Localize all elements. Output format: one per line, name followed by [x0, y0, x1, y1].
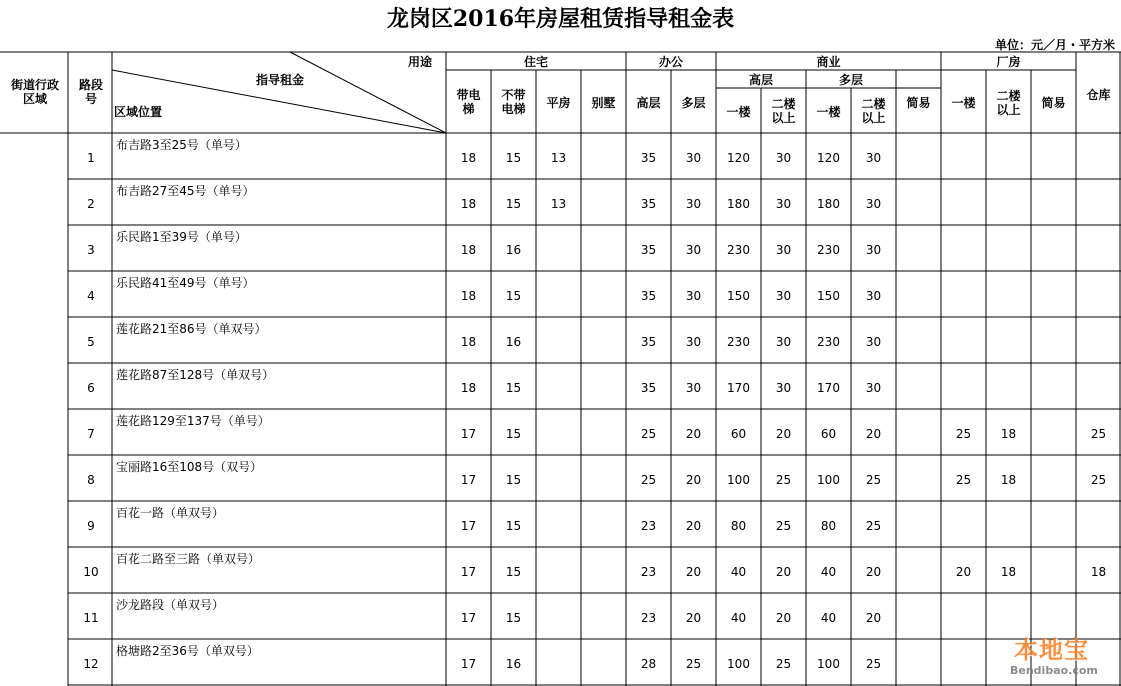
row-value: 30: [685, 381, 702, 395]
row-value: 30: [865, 197, 882, 211]
row-value: 230: [817, 243, 840, 257]
row-value: 16: [505, 243, 522, 257]
row-value: 25: [865, 473, 882, 487]
header-villa: 别墅: [591, 96, 616, 110]
row-number: 4: [87, 289, 95, 303]
header-residential: 住宅: [523, 55, 548, 69]
row-number: 12: [83, 657, 99, 671]
row-value: 15: [505, 427, 522, 441]
unit-label: 单位：元／月・平方米: [994, 38, 1115, 52]
row-number: 6: [87, 381, 95, 395]
row-value: 25: [865, 519, 882, 533]
row-value: 20: [685, 611, 702, 625]
row-value: 23: [640, 611, 657, 625]
header-with-elevator: 带电梯: [456, 88, 481, 116]
row-value: 30: [685, 197, 702, 211]
row-value: 17: [460, 657, 477, 671]
header-comm-multi-first: 一楼: [816, 105, 841, 119]
row-value: 25: [640, 427, 657, 441]
header-factory-simple: 简易: [1041, 96, 1066, 110]
row-location: 莲花路129至137号（单号）: [116, 414, 270, 428]
row-value: 15: [505, 381, 522, 395]
row-value: 40: [820, 565, 837, 579]
row-number: 3: [87, 243, 95, 257]
row-value: 15: [505, 611, 522, 625]
row-value: 120: [727, 151, 750, 165]
watermark-logo: 本地宝: [1014, 636, 1089, 664]
row-value: 170: [727, 381, 750, 395]
header-guide-rent: 指导租金: [255, 73, 304, 87]
row-number: 5: [87, 335, 95, 349]
header-office-high: 高层: [636, 96, 661, 110]
row-number: 8: [87, 473, 95, 487]
row-value: 25: [955, 427, 972, 441]
row-value: 25: [775, 519, 792, 533]
row-value: 30: [775, 335, 792, 349]
watermark: [1004, 628, 1118, 684]
row-value: 15: [505, 473, 522, 487]
row-value: 13: [550, 197, 567, 211]
row-value: 20: [865, 611, 882, 625]
row-value: 25: [1090, 427, 1107, 441]
row-value: 18: [460, 151, 477, 165]
header-location: 区域位置: [114, 105, 163, 119]
row-value: 150: [727, 289, 750, 303]
header-office: 办公: [658, 55, 683, 69]
row-value: 17: [460, 565, 477, 579]
page-title: 龙岗区2016年房屋租赁指导租金表: [386, 6, 735, 32]
row-value: 100: [727, 657, 750, 671]
header-comm-multi: 多层: [838, 73, 863, 87]
row-value: 20: [865, 565, 882, 579]
row-value: 25: [865, 657, 882, 671]
row-value: 18: [1000, 427, 1017, 441]
row-value: 35: [640, 151, 657, 165]
row-location: 莲花路21至86号（单双号）: [116, 322, 267, 336]
row-value: 30: [865, 335, 882, 349]
row-value: 100: [817, 657, 840, 671]
row-location: 沙龙路段（单双号）: [116, 598, 225, 612]
header-comm-high-second: 二楼以上: [771, 97, 796, 125]
row-value: 40: [820, 611, 837, 625]
row-value: 100: [727, 473, 750, 487]
row-location: 百花二路至三路（单双号）: [116, 552, 261, 566]
row-value: 20: [775, 427, 792, 441]
row-value: 30: [865, 243, 882, 257]
row-value: 18: [1000, 565, 1017, 579]
row-value: 30: [685, 289, 702, 303]
row-value: 18: [460, 289, 477, 303]
row-value: 28: [640, 657, 657, 671]
row-location: 布吉路3至25号（单号）: [116, 138, 247, 152]
row-value: 20: [685, 473, 702, 487]
row-value: 30: [775, 381, 792, 395]
row-number: 1: [87, 151, 95, 165]
row-value: 180: [727, 197, 750, 211]
header-without-elevator: 不带电梯: [501, 88, 526, 116]
row-value: 20: [775, 565, 792, 579]
header-district: 街道行政区域: [10, 78, 59, 106]
row-value: 30: [685, 243, 702, 257]
row-value: 15: [505, 289, 522, 303]
row-value: 25: [1090, 473, 1107, 487]
row-location: 莲花路87至128号（单双号）: [116, 368, 275, 382]
header-comm-multi-second: 二楼以上: [861, 97, 886, 125]
row-value: 18: [1000, 473, 1017, 487]
row-value: 17: [460, 611, 477, 625]
row-value: 35: [640, 197, 657, 211]
header-factory-second: 二楼以上: [996, 89, 1021, 117]
header-comm-simple: 简易: [906, 96, 931, 110]
header-factory: 厂房: [996, 55, 1021, 69]
header-comm-high: 高层: [748, 73, 773, 87]
row-location: 宝丽路16至108号（双号）: [116, 460, 263, 474]
row-value: 35: [640, 381, 657, 395]
row-value: 25: [685, 657, 702, 671]
row-value: 20: [955, 565, 972, 579]
row-value: 25: [955, 473, 972, 487]
row-value: 35: [640, 289, 657, 303]
header-comm-high-first: 一楼: [726, 105, 751, 119]
row-value: 20: [685, 519, 702, 533]
row-number: 2: [87, 197, 95, 211]
row-value: 18: [460, 381, 477, 395]
row-value: 80: [730, 519, 747, 533]
row-value: 20: [685, 427, 702, 441]
row-value: 170: [817, 381, 840, 395]
row-value: 35: [640, 243, 657, 257]
row-value: 60: [820, 427, 837, 441]
row-value: 120: [817, 151, 840, 165]
row-value: 40: [730, 611, 747, 625]
row-value: 150: [817, 289, 840, 303]
row-value: 30: [865, 151, 882, 165]
watermark-url: Bendibao.com: [1010, 664, 1098, 677]
row-value: 20: [685, 565, 702, 579]
row-value: 15: [505, 519, 522, 533]
row-value: 25: [775, 473, 792, 487]
row-value: 30: [775, 243, 792, 257]
header-office-multi: 多层: [681, 96, 706, 110]
row-number: 10: [83, 565, 99, 579]
row-value: 230: [727, 243, 750, 257]
row-value: 15: [505, 151, 522, 165]
row-value: 230: [817, 335, 840, 349]
row-location: 格塘路2至36号（单双号）: [116, 644, 259, 658]
header-commercial: 商业: [816, 55, 841, 69]
row-value: 60: [730, 427, 747, 441]
row-value: 20: [775, 611, 792, 625]
row-value: 16: [505, 657, 522, 671]
row-number: 7: [87, 427, 95, 441]
row-value: 18: [460, 243, 477, 257]
row-value: 20: [865, 427, 882, 441]
row-value: 17: [460, 473, 477, 487]
header-factory-first: 一楼: [951, 96, 976, 110]
row-number: 11: [83, 611, 99, 625]
row-value: 17: [460, 427, 477, 441]
row-value: 40: [730, 565, 747, 579]
header-bungalow: 平房: [546, 96, 571, 110]
row-value: 30: [865, 381, 882, 395]
row-value: 30: [685, 151, 702, 165]
row-value: 23: [640, 519, 657, 533]
row-location: 乐民路1至39号（单号）: [116, 230, 247, 244]
row-value: 100: [817, 473, 840, 487]
header-section-no: 路段号: [78, 78, 103, 106]
header-warehouse: 仓库: [1086, 88, 1111, 102]
header-usage: 用途: [407, 55, 432, 69]
row-value: 18: [460, 335, 477, 349]
row-value: 30: [775, 289, 792, 303]
row-value: 17: [460, 519, 477, 533]
row-value: 18: [460, 197, 477, 211]
row-value: 15: [505, 565, 522, 579]
row-number: 9: [87, 519, 95, 533]
row-value: 18: [1090, 565, 1107, 579]
row-value: 180: [817, 197, 840, 211]
row-location: 布吉路27至45号（单号）: [116, 184, 255, 198]
row-value: 15: [505, 197, 522, 211]
row-value: 23: [640, 565, 657, 579]
row-value: 30: [775, 197, 792, 211]
row-value: 30: [865, 289, 882, 303]
row-value: 13: [550, 151, 567, 165]
row-value: 25: [640, 473, 657, 487]
row-location: 乐民路41至49号（单号）: [116, 276, 255, 290]
row-value: 30: [685, 335, 702, 349]
row-value: 80: [820, 519, 837, 533]
row-value: 35: [640, 335, 657, 349]
row-value: 16: [505, 335, 522, 349]
row-value: 25: [775, 657, 792, 671]
row-location: 百花一路（单双号）: [116, 506, 225, 520]
row-value: 230: [727, 335, 750, 349]
row-value: 30: [775, 151, 792, 165]
